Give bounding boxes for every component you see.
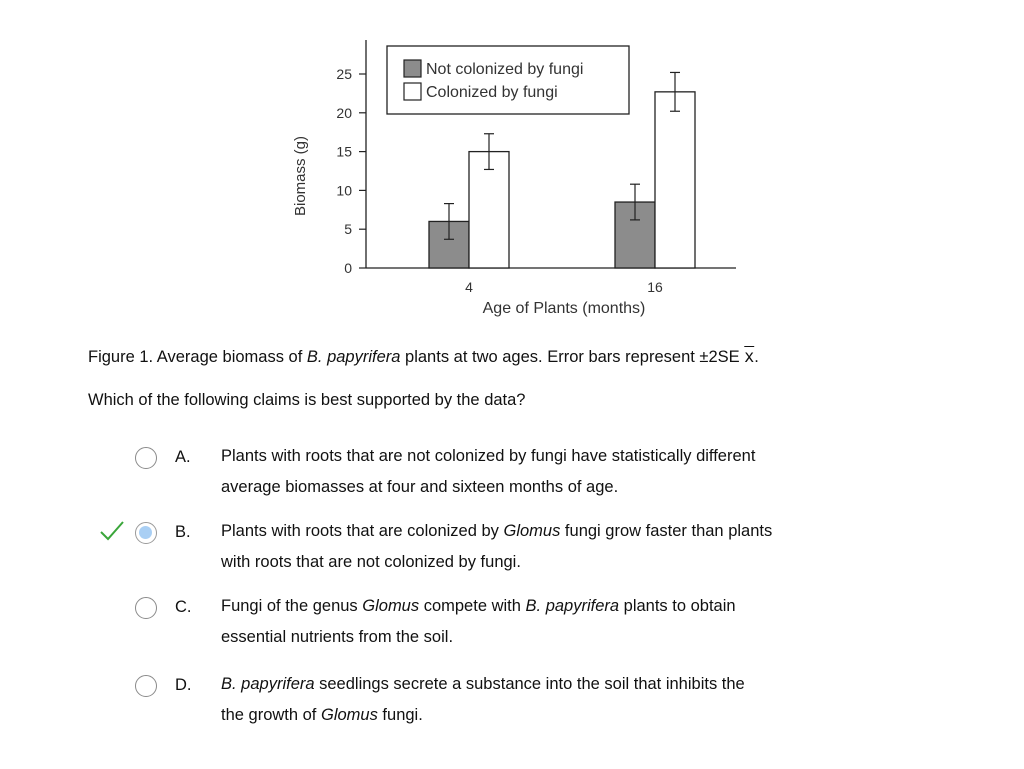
option-b[interactable] [0,519,1024,579]
option-line [221,669,881,700]
option-line: average biomasses at four and sixteen months of age. [221,478,619,496]
legend-swatch [404,83,421,100]
option-letter: C. [175,598,192,616]
text-run: compete with [419,597,526,615]
option-line: essential nutrients from the soil. [221,628,454,646]
y-tick-label: 5 [344,221,352,238]
option-letter: A. [175,448,191,466]
option-letter: D. [175,676,192,694]
option-line: Plants with roots that are not colonized by fungi have statistically different [221,447,756,465]
y-tick-label: 20 [336,104,352,121]
x-axis-label: Age of Plants (months) [482,300,646,317]
caption-species: B. papyrifera [306,348,401,366]
option-letter: B. [175,523,191,541]
legend-label: Not colonized by fungi [426,61,584,78]
option-a[interactable] [0,444,1024,504]
option-text [221,516,881,578]
genus-name: Glomus [320,706,378,724]
option-d[interactable] [0,674,1024,734]
bar [655,92,695,268]
text-run: fungi grow faster than plants [560,522,773,540]
figure-caption [88,347,759,367]
legend-label: Colonized by fungi [426,84,558,101]
option-line [221,700,881,731]
option-text [221,441,881,503]
caption-prefix: Figure 1. Average biomass of [88,348,307,366]
x-tick-label: 16 [647,279,663,295]
text-run: seedlings secrete a substance into the soil that inhibits the [314,675,745,693]
genus-name: Glomus [503,522,561,540]
correct-checkmark-icon [98,519,126,543]
caption-suffix: plants at two ages. Error bars represent ±2SE [400,348,745,366]
option-line [221,516,881,547]
text-run: Fungi of the genus [221,597,363,615]
chart-svg [0,0,1024,330]
option-line [221,591,881,622]
y-tick-label: 25 [336,66,352,82]
caption-xbar: $\overline{x}$ [744,347,755,366]
radio-button-a[interactable] [135,447,157,469]
option-c[interactable] [0,594,1024,654]
option-line: with roots that are not colonized by fungi. [221,553,521,571]
y-tick-label: 0 [344,260,352,276]
radio-button-c[interactable] [135,597,157,619]
species-name: B. papyrifera [525,597,620,615]
text-run: fungi. [377,706,423,724]
legend-swatch [404,60,421,77]
question-text: Which of the following claims is best supported by the data? [88,391,526,409]
x-tick-label: 4 [465,279,473,295]
legend-box [387,46,629,114]
option-text [221,669,881,731]
text-run: plants to obtain [619,597,736,615]
text-run: the growth of [221,706,321,724]
option-text [221,591,881,653]
radio-button-b[interactable] [135,522,157,544]
y-axis-label: Biomass (g) [292,135,309,217]
y-tick-label: 10 [336,182,352,199]
species-name: B. papyrifera [221,675,315,693]
caption-period: . [754,348,759,366]
biomass-chart [0,0,1024,330]
radio-button-d[interactable] [135,675,157,697]
genus-name: Glomus [362,597,420,615]
text-run: Plants with roots that are colonized by [221,522,504,540]
y-tick-label: 15 [336,143,352,160]
